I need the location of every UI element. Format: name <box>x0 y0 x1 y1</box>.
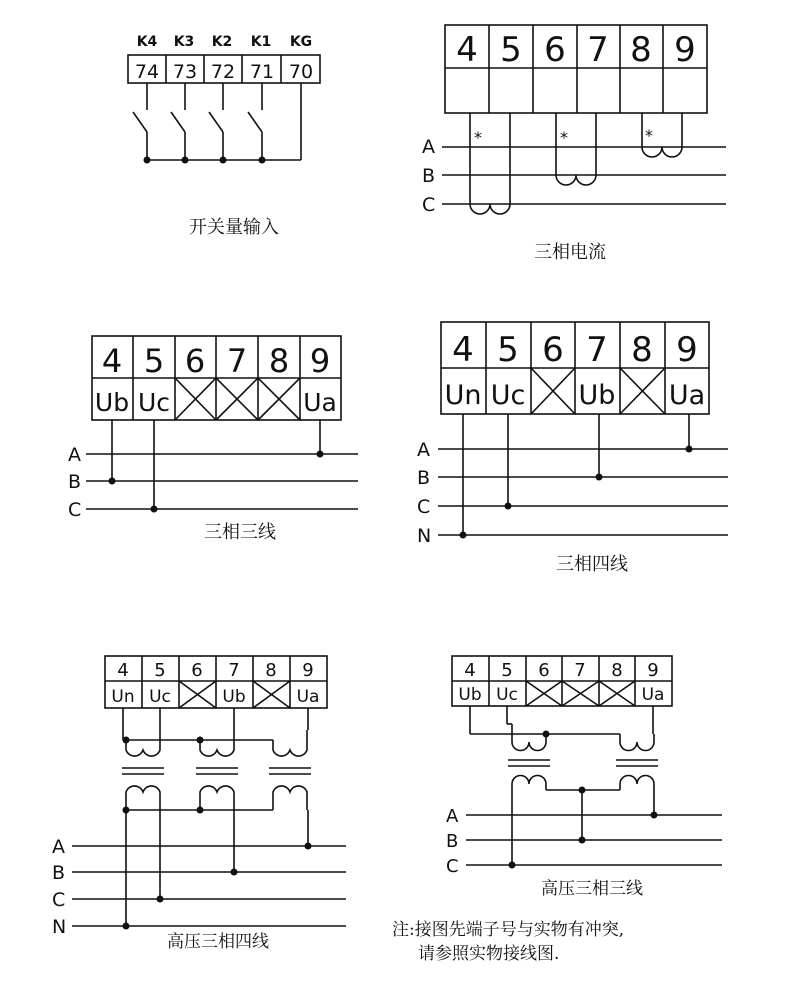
switch-contact-k1 <box>248 83 262 160</box>
current-terminal-number: 9 <box>674 30 696 70</box>
four-wire-terminal-number: 5 <box>497 330 519 370</box>
hv-three-wire-pt-1 <box>508 724 550 865</box>
three-wire-terminal-number: 5 <box>143 342 165 380</box>
four-wire-terminal-number: 9 <box>676 330 698 370</box>
current-terminal-number: 6 <box>544 30 566 70</box>
switch-k-label: K3 <box>173 34 195 50</box>
three-phase-current-diagram <box>422 25 726 263</box>
three-phase-three-wire-diagram <box>68 336 358 543</box>
hv-three-wire-line-label: A <box>446 806 459 827</box>
four-wire-terminal-number: 8 <box>631 330 653 370</box>
four-wire-line-label: B <box>417 467 431 489</box>
three-wire-terminal-number: 9 <box>309 342 331 380</box>
hv-three-phase-three-wire-diagram <box>446 656 722 899</box>
three-wire-terminal-number: 6 <box>184 342 206 380</box>
current-terminal-number: 7 <box>587 30 609 70</box>
three-wire-line-label: B <box>68 471 82 493</box>
hv-four-wire-terminal-number: 7 <box>228 660 240 681</box>
note-line-2: 请参照实物接线图. <box>418 944 560 964</box>
note-line-1: 注:接图先端子号与实物有冲突, <box>392 920 625 940</box>
three-wire-terminal-number: 8 <box>268 342 290 380</box>
current-line-label: C <box>422 194 436 216</box>
switch-terminal-number: 70 <box>288 61 314 83</box>
three-wire-line-label: C <box>68 499 82 521</box>
current-line-label: A <box>422 136 435 158</box>
hv-four-wire-terminal-number: 9 <box>302 660 314 681</box>
hv-four-wire-line-label: N <box>52 916 67 938</box>
hv-three-wire-terminal-number: 9 <box>647 660 659 681</box>
hv-four-wire-function-label: Un <box>111 687 135 707</box>
hv-four-wire-terminal-number: 4 <box>117 660 129 681</box>
hv-four-wire-pt-3 <box>269 730 311 810</box>
switch-terminal-number: 72 <box>210 61 236 83</box>
four-wire-line-label: N <box>417 525 432 547</box>
hv-three-wire-function-label: Uc <box>496 685 518 705</box>
hv-three-wire-terminal-number: 7 <box>574 660 586 681</box>
hv-four-wire-function-label: Uc <box>149 687 171 707</box>
hv-three-wire-terminal-number: 8 <box>611 660 623 681</box>
current-terminal-number: 8 <box>630 30 652 70</box>
hv-four-wire-terminal-number: 8 <box>265 660 277 681</box>
four-wire-function-label: Un <box>444 380 482 411</box>
switch-contact-k4 <box>133 83 147 160</box>
four-wire-function-label: Uc <box>490 380 526 411</box>
four-wire-line-label: A <box>417 439 430 461</box>
four-wire-line-label: C <box>417 496 431 518</box>
hv-three-wire-pt-2 <box>616 734 658 815</box>
three-wire-terminal-number: 7 <box>226 342 248 380</box>
switch-contact-k2 <box>209 83 223 160</box>
hv-four-wire-line-label: C <box>52 889 66 911</box>
hv-four-wire-function-label: Ub <box>222 687 246 707</box>
switch-k-label: K1 <box>250 34 272 50</box>
hv-three-wire-terminal-number: 4 <box>464 660 476 681</box>
hv-three-wire-function-label: Ua <box>641 685 665 705</box>
three-phase-four-wire-diagram <box>417 322 728 575</box>
three-wire-terminal-number: 4 <box>101 342 123 380</box>
hv-three-phase-four-wire-diagram <box>52 656 346 952</box>
switch-contact-k3 <box>171 83 185 160</box>
switch-terminal-number: 74 <box>134 61 160 83</box>
hv-four-wire-line-label: A <box>52 836 65 858</box>
switch-input-caption: 开关量输入 <box>189 217 279 238</box>
three-phase-four-wire-caption: 三相四线 <box>556 554 628 575</box>
three-phase-three-wire-caption: 三相三线 <box>204 522 276 543</box>
three-wire-function-label: Uc <box>137 388 171 417</box>
switch-k-label: KG <box>289 34 313 50</box>
hv-three-wire-terminal-number: 5 <box>501 660 513 681</box>
switch-input-diagram <box>128 34 320 238</box>
switch-terminal-number: 73 <box>172 61 198 83</box>
four-wire-function-label: Ua <box>668 380 706 411</box>
switch-k-label: K2 <box>211 34 233 50</box>
switch-k-label: K4 <box>136 34 158 50</box>
hv-three-wire-line-label: B <box>446 831 459 852</box>
current-terminal-number: 5 <box>500 30 522 70</box>
current-terminal-number: 4 <box>456 30 478 70</box>
hv-three-phase-three-wire-caption: 高压三相三线 <box>541 879 643 899</box>
three-phase-current-caption: 三相电流 <box>534 242 606 263</box>
hv-four-wire-terminal-number: 5 <box>154 660 166 681</box>
three-wire-function-label: Ua <box>303 388 337 417</box>
four-wire-terminal-number: 4 <box>452 330 474 370</box>
four-wire-terminal-number: 6 <box>542 330 564 370</box>
hv-four-wire-function-label: Ua <box>296 687 320 707</box>
current-line-label: B <box>422 165 436 187</box>
current-polarity-star: * <box>474 128 482 147</box>
wiring-note <box>392 920 624 964</box>
switch-terminal-number: 71 <box>249 61 275 83</box>
four-wire-function-label: Ub <box>578 380 616 411</box>
hv-three-phase-four-wire-caption: 高压三相四线 <box>167 932 269 952</box>
hv-three-wire-function-label: Ub <box>458 685 482 705</box>
hv-three-wire-terminal-number: 6 <box>538 660 550 681</box>
hv-four-wire-terminal-number: 6 <box>191 660 203 681</box>
three-wire-function-label: Ub <box>94 388 130 417</box>
current-terminal-block <box>445 25 707 113</box>
four-wire-terminal-number: 7 <box>586 330 608 370</box>
hv-three-wire-line-label: C <box>446 856 459 877</box>
current-polarity-star: * <box>560 128 568 147</box>
three-wire-line-label: A <box>68 444 81 466</box>
hv-four-wire-line-label: B <box>52 862 66 884</box>
current-polarity-star: * <box>645 126 653 145</box>
